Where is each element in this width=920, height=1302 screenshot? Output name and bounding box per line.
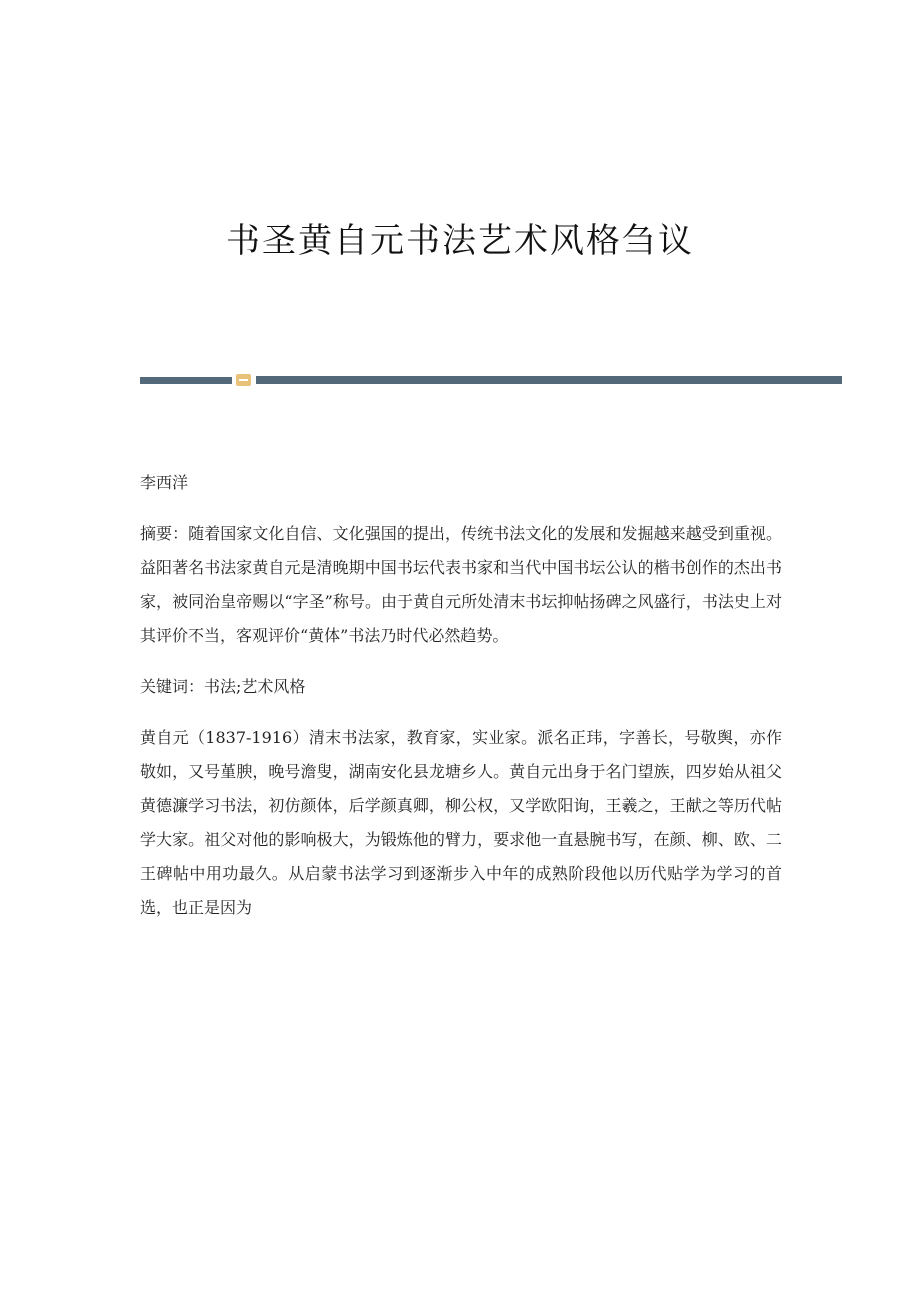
document-body xyxy=(140,466,782,942)
title-divider xyxy=(140,374,842,386)
body-paragraph: 黄自元（1837-1916）清末书法家，教育家，实业家。派名正玮，字善长，号敬舆，亦作敬如，又号堇腴，晚号澹叟，湖南安化县龙塘乡人。黄自元出身于名门望族，四岁始从祖父黄德濂学习书法，初仿颜体，后学颜真卿，柳公权，又学欧阳询，王羲之，王献之等历代帖学大家。祖父对他的影响极大，为锻炼他的臂力，要求他一直悬腕书写，在颜、柳、欧、二王碑帖中用功最久。从启蒙书法学习到逐渐步入中年的成熟阶段他以历代贴学为学习的首选，也正是因为 xyxy=(140,728,782,917)
abstract-paragraph: 摘要：随着国家文化自信、文化强国的提出，传统书法文化的发展和发掘越来越受到重视。益阳著名书法家黄自元是清晚期中国书坛代表书家和当代中国书坛公认的楷书创作的杰出书家，被同治皇帝赐以“字圣”称号。由于黄自元所处清末书坛抑帖扬碑之风盛行，书法史上对其评价不当，客观评价“黄体”书法乃时代必然趋势。 xyxy=(140,524,782,645)
page-title: 书圣黄自元书法艺术风格刍议 xyxy=(226,221,694,261)
author-name: 李西洋 xyxy=(140,473,189,492)
divider-bar-left xyxy=(140,377,232,384)
keywords-line: 关键词：书法;艺术风格 xyxy=(140,677,306,696)
divider-emblem-icon xyxy=(236,374,251,386)
divider-bar-right xyxy=(256,376,842,384)
